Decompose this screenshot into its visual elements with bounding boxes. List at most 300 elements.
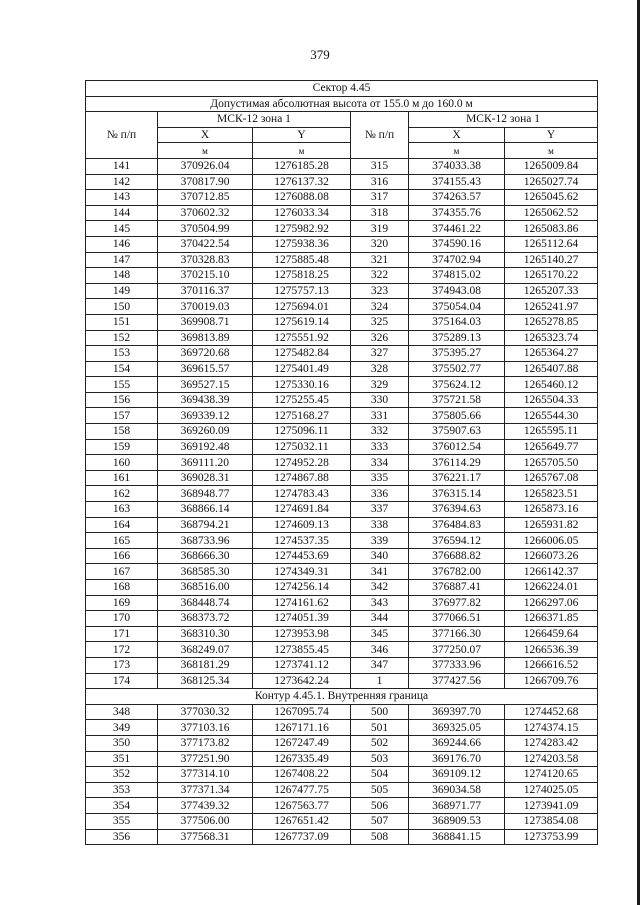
point-number-right: 324 [351,299,409,315]
table-row [86,564,598,580]
y-right: 1274452.68 [505,704,598,720]
x-right: 375164.03 [409,314,505,330]
x-left: 368310.30 [158,626,253,642]
y-left: 1275982.92 [253,221,351,237]
x-right: 376315.14 [409,486,505,502]
y-left: 1267737.09 [253,829,351,845]
col-y-header-right: Y [505,127,598,143]
y-right: 1265009.84 [505,158,598,174]
x-right: 368909.53 [409,813,505,829]
x-left: 369438.39 [158,392,253,408]
y-left: 1276033.34 [253,205,351,221]
y-left: 1276137.32 [253,174,351,190]
y-right: 1273854.08 [505,813,598,829]
x-right: 375395.27 [409,346,505,362]
x-right: 375289.13 [409,330,505,346]
x-right: 377066.51 [409,611,505,627]
point-number-left: 145 [86,221,158,237]
x-left: 370712.85 [158,190,253,206]
x-right: 374355.76 [409,205,505,221]
point-number-right: 321 [351,252,409,268]
y-right: 1274374.15 [505,720,598,736]
x-right: 374815.02 [409,268,505,284]
table-row [86,798,598,814]
y-right: 1265873.16 [505,502,598,518]
page-number: 379 [310,47,330,62]
col-x-header-left: X [158,127,253,143]
point-number-right: 504 [351,767,409,783]
x-right: 376221.17 [409,470,505,486]
point-number-left: 158 [86,424,158,440]
table-row [86,377,598,393]
x-left: 377103.16 [158,720,253,736]
table-row [86,642,598,658]
point-number-left: 354 [86,798,158,814]
x-left: 369720.68 [158,346,253,362]
point-number-right: 333 [351,439,409,455]
point-number-right: 329 [351,377,409,393]
y-right: 1265504.33 [505,392,598,408]
table-row [86,236,598,252]
point-number-left: 153 [86,346,158,362]
x-left: 377371.34 [158,782,253,798]
y-left: 1274867.88 [253,470,351,486]
point-number-left: 353 [86,782,158,798]
x-right: 374943.08 [409,283,505,299]
y-right: 1265323.74 [505,330,598,346]
x-right: 377166.30 [409,626,505,642]
point-number-right: 507 [351,813,409,829]
y-left: 1274783.43 [253,486,351,502]
y-right: 1266224.01 [505,580,598,596]
y-left: 1274537.35 [253,533,351,549]
x-right: 374033.38 [409,158,505,174]
col-num-header-right: № п/п [351,112,409,159]
table-row [86,813,598,829]
point-number-right: 318 [351,205,409,221]
table-row [86,517,598,533]
x-left: 369339.12 [158,408,253,424]
point-number-right: 341 [351,564,409,580]
y-right: 1266006.05 [505,533,598,549]
y-right: 1265170.22 [505,268,598,284]
point-number-left: 167 [86,564,158,580]
point-number-left: 154 [86,361,158,377]
y-left: 1275818.25 [253,268,351,284]
x-left: 368666.30 [158,548,253,564]
contour-title: Контур 4.45.1. Внутренняя граница [86,689,598,705]
x-right: 369244.66 [409,735,505,751]
y-left: 1267408.22 [253,767,351,783]
y-left: 1273741.12 [253,657,351,673]
x-right: 369034.58 [409,782,505,798]
unit-x-right: м [409,143,505,159]
table-row [86,502,598,518]
table-row [86,392,598,408]
y-left: 1274691.84 [253,502,351,518]
y-left: 1274161.62 [253,595,351,611]
x-right: 376394.63 [409,502,505,518]
x-right: 369325.05 [409,720,505,736]
x-left: 368373.72 [158,611,253,627]
y-right: 1265278.85 [505,314,598,330]
point-number-left: 351 [86,751,158,767]
y-left: 1274051.39 [253,611,351,627]
point-number-right: 326 [351,330,409,346]
x-left: 370116.37 [158,283,253,299]
x-left: 377439.32 [158,798,253,814]
table-row [86,408,598,424]
table-row [86,299,598,315]
point-number-left: 150 [86,299,158,315]
x-right: 375502.77 [409,361,505,377]
x-left: 368794.21 [158,517,253,533]
point-number-right: 1 [351,673,409,689]
x-right: 368841.15 [409,829,505,845]
x-right: 376012.54 [409,439,505,455]
point-number-left: 174 [86,673,158,689]
point-number-left: 161 [86,470,158,486]
point-number-right: 500 [351,704,409,720]
x-right: 369397.70 [409,704,505,720]
point-number-left: 144 [86,205,158,221]
x-left: 377568.31 [158,829,253,845]
y-left: 1275757.13 [253,283,351,299]
x-left: 369111.20 [158,455,253,471]
x-right: 375805.66 [409,408,505,424]
x-left: 369260.09 [158,424,253,440]
x-left: 368733.96 [158,533,253,549]
x-left: 370422.54 [158,236,253,252]
table-row [86,735,598,751]
y-right: 1266371.85 [505,611,598,627]
point-number-left: 152 [86,330,158,346]
x-right: 374155.43 [409,174,505,190]
table-row [86,470,598,486]
table-row [86,190,598,206]
x-left: 368249.07 [158,642,253,658]
x-right: 377333.96 [409,657,505,673]
y-left: 1273855.45 [253,642,351,658]
table-row [86,611,598,627]
point-number-right: 320 [351,236,409,252]
y-left: 1267335.49 [253,751,351,767]
y-right: 1265767.08 [505,470,598,486]
x-left: 368948.77 [158,486,253,502]
unit-y-left: м [253,143,351,159]
y-right: 1265241.97 [505,299,598,315]
x-left: 369908.71 [158,314,253,330]
table-row [86,657,598,673]
y-left: 1273642.24 [253,673,351,689]
y-left: 1275330.16 [253,377,351,393]
table-row [86,205,598,221]
table-row [86,283,598,299]
point-number-right: 344 [351,611,409,627]
table-row [86,314,598,330]
x-left: 368516.00 [158,580,253,596]
y-left: 1275401.49 [253,361,351,377]
x-left: 368585.30 [158,564,253,580]
y-left: 1267095.74 [253,704,351,720]
point-number-left: 163 [86,502,158,518]
y-right: 1265649.77 [505,439,598,455]
point-number-left: 168 [86,580,158,596]
point-number-left: 151 [86,314,158,330]
point-number-left: 147 [86,252,158,268]
point-number-right: 316 [351,174,409,190]
table-row [86,158,598,174]
point-number-right: 506 [351,798,409,814]
table-row [86,221,598,237]
point-number-right: 508 [351,829,409,845]
point-number-left: 165 [86,533,158,549]
col-x-header-right: X [409,127,505,143]
y-right: 1273941.09 [505,798,598,814]
x-left: 370504.99 [158,221,253,237]
point-number-right: 337 [351,502,409,518]
point-number-left: 348 [86,704,158,720]
y-left: 1275551.92 [253,330,351,346]
x-right: 374263.57 [409,190,505,206]
x-right: 376688.82 [409,548,505,564]
y-right: 1266536.39 [505,642,598,658]
point-number-left: 173 [86,657,158,673]
unit-x-left: м [158,143,253,159]
point-number-right: 339 [351,533,409,549]
x-left: 368181.29 [158,657,253,673]
x-left: 368125.34 [158,673,253,689]
point-number-right: 503 [351,751,409,767]
table-row [86,704,598,720]
y-right: 1265931.82 [505,517,598,533]
x-right: 377427.56 [409,673,505,689]
x-right: 369109.12 [409,767,505,783]
point-number-right: 325 [351,314,409,330]
y-right: 1265207.33 [505,283,598,299]
point-number-right: 346 [351,642,409,658]
point-number-left: 171 [86,626,158,642]
y-left: 1275619.14 [253,314,351,330]
table-row [86,548,598,564]
y-left: 1274453.69 [253,548,351,564]
table-row [86,455,598,471]
point-number-right: 343 [351,595,409,611]
x-right: 377250.07 [409,642,505,658]
point-number-right: 334 [351,455,409,471]
point-number-right: 502 [351,735,409,751]
col-system-header-right: МСК-12 зона 1 [409,112,598,128]
y-right: 1265705.50 [505,455,598,471]
x-left: 377506.00 [158,813,253,829]
x-left: 377173.82 [158,735,253,751]
point-number-right: 317 [351,190,409,206]
point-number-right: 342 [351,580,409,596]
height-range: Допустимая абсолютная высота от 155.0 м до 160.0 м [86,96,598,112]
y-right: 1266616.52 [505,657,598,673]
x-right: 375054.04 [409,299,505,315]
table-row [86,361,598,377]
y-left: 1274609.13 [253,517,351,533]
point-number-right: 501 [351,720,409,736]
sector-title: Сектор 4.45 [86,81,598,97]
y-left: 1276185.28 [253,158,351,174]
point-number-right: 340 [351,548,409,564]
y-right: 1274025.05 [505,782,598,798]
x-right: 376484.83 [409,517,505,533]
x-right: 376594.12 [409,533,505,549]
x-right: 376782.00 [409,564,505,580]
point-number-left: 156 [86,392,158,408]
point-number-left: 148 [86,268,158,284]
point-number-right: 319 [351,221,409,237]
y-left: 1267247.49 [253,735,351,751]
table-row [86,174,598,190]
point-number-left: 172 [86,642,158,658]
x-right: 369176.70 [409,751,505,767]
table-row [86,767,598,783]
x-left: 368448.74 [158,595,253,611]
y-right: 1265112.64 [505,236,598,252]
y-left: 1273953.98 [253,626,351,642]
y-right: 1265045.62 [505,190,598,206]
y-left: 1275482.84 [253,346,351,362]
y-right: 1265595.11 [505,424,598,440]
y-left: 1274349.31 [253,564,351,580]
point-number-left: 169 [86,595,158,611]
table-row [86,252,598,268]
point-number-right: 338 [351,517,409,533]
y-left: 1267171.16 [253,720,351,736]
x-right: 376977.82 [409,595,505,611]
unit-y-right: м [505,143,598,159]
y-right: 1265460.12 [505,377,598,393]
point-number-right: 505 [351,782,409,798]
point-number-left: 149 [86,283,158,299]
x-left: 369813.89 [158,330,253,346]
y-right: 1266709.76 [505,673,598,689]
y-right: 1274283.42 [505,735,598,751]
x-left: 369192.48 [158,439,253,455]
y-right: 1265544.30 [505,408,598,424]
table-row [86,346,598,362]
x-right: 376887.41 [409,580,505,596]
table-row [86,330,598,346]
point-number-left: 157 [86,408,158,424]
y-left: 1267563.77 [253,798,351,814]
y-left: 1274952.28 [253,455,351,471]
y-right: 1265027.74 [505,174,598,190]
table-row [86,580,598,596]
col-num-header-left: № п/п [86,112,158,159]
point-number-left: 170 [86,611,158,627]
point-number-left: 352 [86,767,158,783]
table-row [86,424,598,440]
y-right: 1266459.64 [505,626,598,642]
table-row [86,439,598,455]
x-left: 370328.83 [158,252,253,268]
point-number-right: 347 [351,657,409,673]
y-left: 1275096.11 [253,424,351,440]
y-right: 1266142.37 [505,564,598,580]
x-left: 377030.32 [158,704,253,720]
x-right: 374590.16 [409,236,505,252]
point-number-left: 142 [86,174,158,190]
point-number-left: 164 [86,517,158,533]
x-right: 375721.58 [409,392,505,408]
y-right: 1265407.88 [505,361,598,377]
y-right: 1266297.06 [505,595,598,611]
x-left: 370602.32 [158,205,253,221]
point-number-left: 146 [86,236,158,252]
y-left: 1275694.01 [253,299,351,315]
x-right: 374461.22 [409,221,505,237]
x-left: 368866.14 [158,502,253,518]
y-right: 1273753.99 [505,829,598,845]
y-left: 1275032.11 [253,439,351,455]
point-number-left: 355 [86,813,158,829]
point-number-right: 335 [351,470,409,486]
table-row [86,626,598,642]
point-number-left: 155 [86,377,158,393]
x-left: 370019.03 [158,299,253,315]
table-row [86,751,598,767]
point-number-left: 350 [86,735,158,751]
table-row [86,268,598,284]
x-left: 377251.90 [158,751,253,767]
x-right: 374702.94 [409,252,505,268]
x-left: 369028.31 [158,470,253,486]
y-right: 1265364.27 [505,346,598,362]
y-right: 1274203.58 [505,751,598,767]
table-row [86,829,598,845]
y-right: 1266073.26 [505,548,598,564]
x-left: 370926.04 [158,158,253,174]
y-right: 1265823.51 [505,486,598,502]
y-left: 1276088.08 [253,190,351,206]
point-number-right: 322 [351,268,409,284]
point-number-right: 330 [351,392,409,408]
y-left: 1267651.42 [253,813,351,829]
x-right: 375907.63 [409,424,505,440]
point-number-right: 328 [351,361,409,377]
point-number-left: 159 [86,439,158,455]
point-number-left: 141 [86,158,158,174]
col-system-header-left: МСК-12 зона 1 [158,112,351,128]
col-y-header-left: Y [253,127,351,143]
point-number-right: 331 [351,408,409,424]
table-row [86,595,598,611]
point-number-left: 349 [86,720,158,736]
table-row [86,533,598,549]
x-right: 368971.77 [409,798,505,814]
x-left: 370817.90 [158,174,253,190]
y-left: 1274256.14 [253,580,351,596]
x-left: 369615.57 [158,361,253,377]
point-number-left: 356 [86,829,158,845]
point-number-right: 336 [351,486,409,502]
point-number-right: 345 [351,626,409,642]
y-left: 1275938.36 [253,236,351,252]
x-left: 370215.10 [158,268,253,284]
y-right: 1265062.52 [505,205,598,221]
point-number-left: 160 [86,455,158,471]
point-number-left: 166 [86,548,158,564]
point-number-left: 143 [86,190,158,206]
y-left: 1275255.45 [253,392,351,408]
table-row [86,720,598,736]
coordinates-table [85,80,598,845]
